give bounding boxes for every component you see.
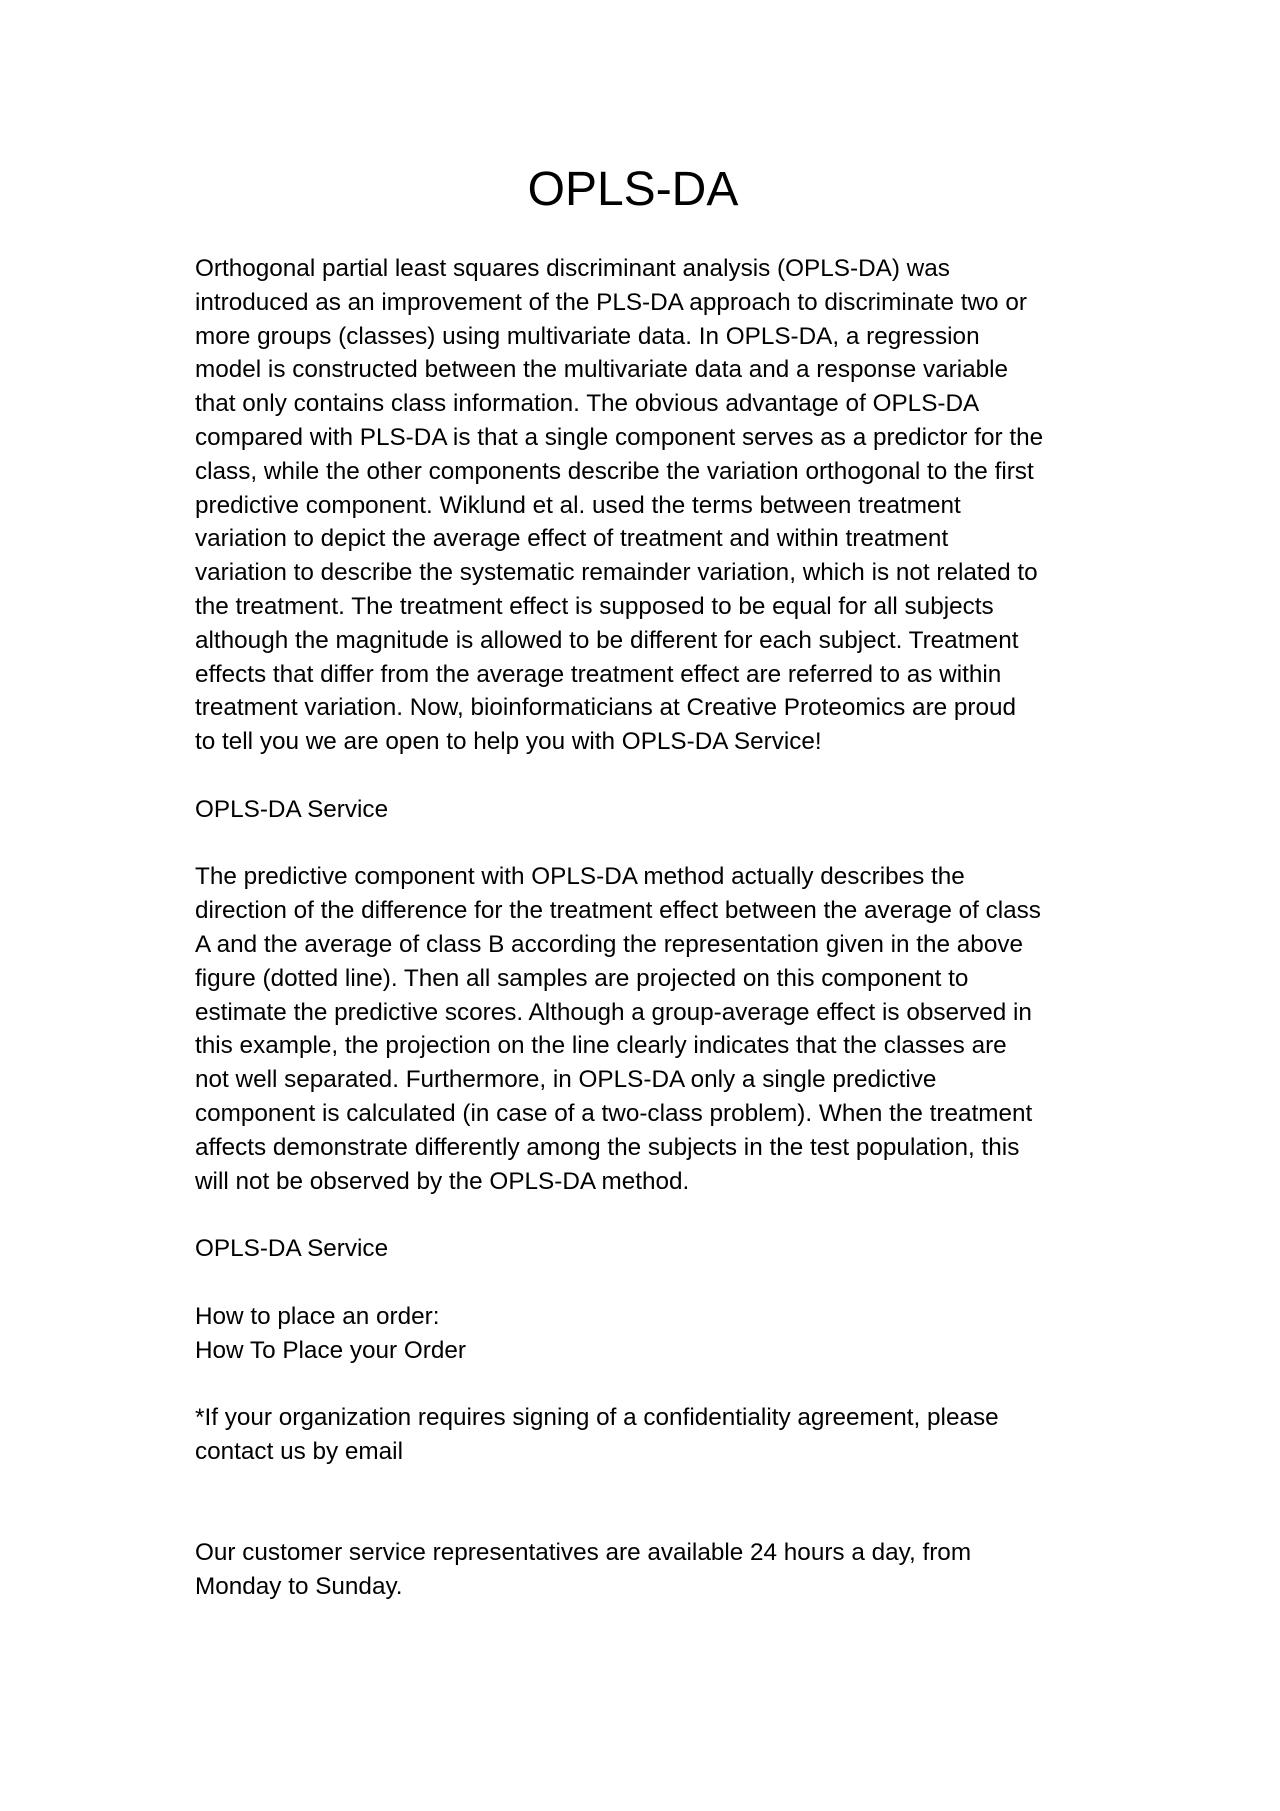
intro-line: the treatment. The treatment effect is supposed to be equal for all subjects bbox=[195, 592, 994, 620]
availability-paragraph bbox=[195, 1536, 1095, 1604]
availability-line: Our customer service representatives are available 24 hours a day, from bbox=[195, 1539, 972, 1567]
document-page bbox=[195, 160, 1095, 1638]
intro-line: variation to describe the systematic remainder variation, which is not related to bbox=[195, 559, 1038, 587]
method-line: not well separated. Furthermore, in OPLS-DA only a single predictive bbox=[195, 1066, 937, 1094]
intro-line: effects that differ from the average treatment effect are referred to as within bbox=[195, 660, 1002, 688]
service-label-1: OPLS-DA Service bbox=[195, 795, 389, 823]
confidentiality-line: *If your organization requires signing of a confidentiality agreement, please bbox=[195, 1404, 999, 1432]
intro-line: class, while the other components describe the variation orthogonal to the first bbox=[195, 457, 1034, 485]
intro-paragraph bbox=[195, 252, 1095, 759]
order-link[interactable]: How To Place your Order bbox=[195, 1336, 466, 1364]
intro-line: model is constructed between the multivariate data and a response variable bbox=[195, 356, 1009, 384]
confidentiality-paragraph bbox=[195, 1401, 1095, 1469]
method-paragraph bbox=[195, 860, 1095, 1198]
intro-line: treatment variation. Now, bioinformaticians at Creative Proteomics are proud bbox=[195, 694, 1017, 722]
intro-line: variation to depict the average effect of treatment and within treatment bbox=[195, 525, 949, 553]
method-line: figure (dotted line). Then all samples are projected on this component to bbox=[195, 964, 969, 992]
order-section bbox=[195, 1300, 1095, 1368]
method-line: will not be observed by the OPLS-DA method. bbox=[195, 1167, 690, 1195]
confidentiality-line: contact us by email bbox=[195, 1437, 403, 1465]
intro-line: that only contains class information. The obvious advantage of OPLS-DA bbox=[195, 390, 980, 418]
page-title: OPLS-DA bbox=[527, 163, 739, 216]
intro-line: more groups (classes) using multivariate data. In OPLS-DA, a regression bbox=[195, 322, 980, 350]
order-heading: How to place an order: bbox=[195, 1302, 440, 1330]
blank-spacer bbox=[195, 1502, 1095, 1536]
intro-line: introduced as an improvement of the PLS-DA approach to discriminate two or bbox=[195, 288, 1027, 316]
intro-line: to tell you we are open to help you with OPLS-DA Service! bbox=[195, 728, 822, 756]
method-line: this example, the projection on the line clearly indicates that the classes are bbox=[195, 1032, 1007, 1060]
intro-line: compared with PLS-DA is that a single component serves as a predictor for the bbox=[195, 423, 1044, 451]
method-line: estimate the predictive scores. Although a group-average effect is observed in bbox=[195, 998, 1032, 1026]
method-line: A and the average of class B according the representation given in the above bbox=[195, 930, 1023, 958]
service-label-2: OPLS-DA Service bbox=[195, 1235, 389, 1263]
method-line: affects demonstrate differently among the subjects in the test population, this bbox=[195, 1133, 1020, 1161]
intro-line: although the magnitude is allowed to be different for each subject. Treatment bbox=[195, 626, 1019, 654]
method-line: The predictive component with OPLS-DA method actually describes the bbox=[195, 863, 965, 891]
availability-line: Monday to Sunday. bbox=[195, 1573, 403, 1601]
intro-line: Orthogonal partial least squares discriminant analysis (OPLS-DA) was bbox=[195, 255, 950, 282]
intro-line: predictive component. Wiklund et al. used the terms between treatment bbox=[195, 491, 961, 519]
method-line: direction of the difference for the treatment effect between the average of class bbox=[195, 897, 1041, 925]
method-line: component is calculated (in case of a two-class problem). When the treatment bbox=[195, 1099, 1033, 1127]
